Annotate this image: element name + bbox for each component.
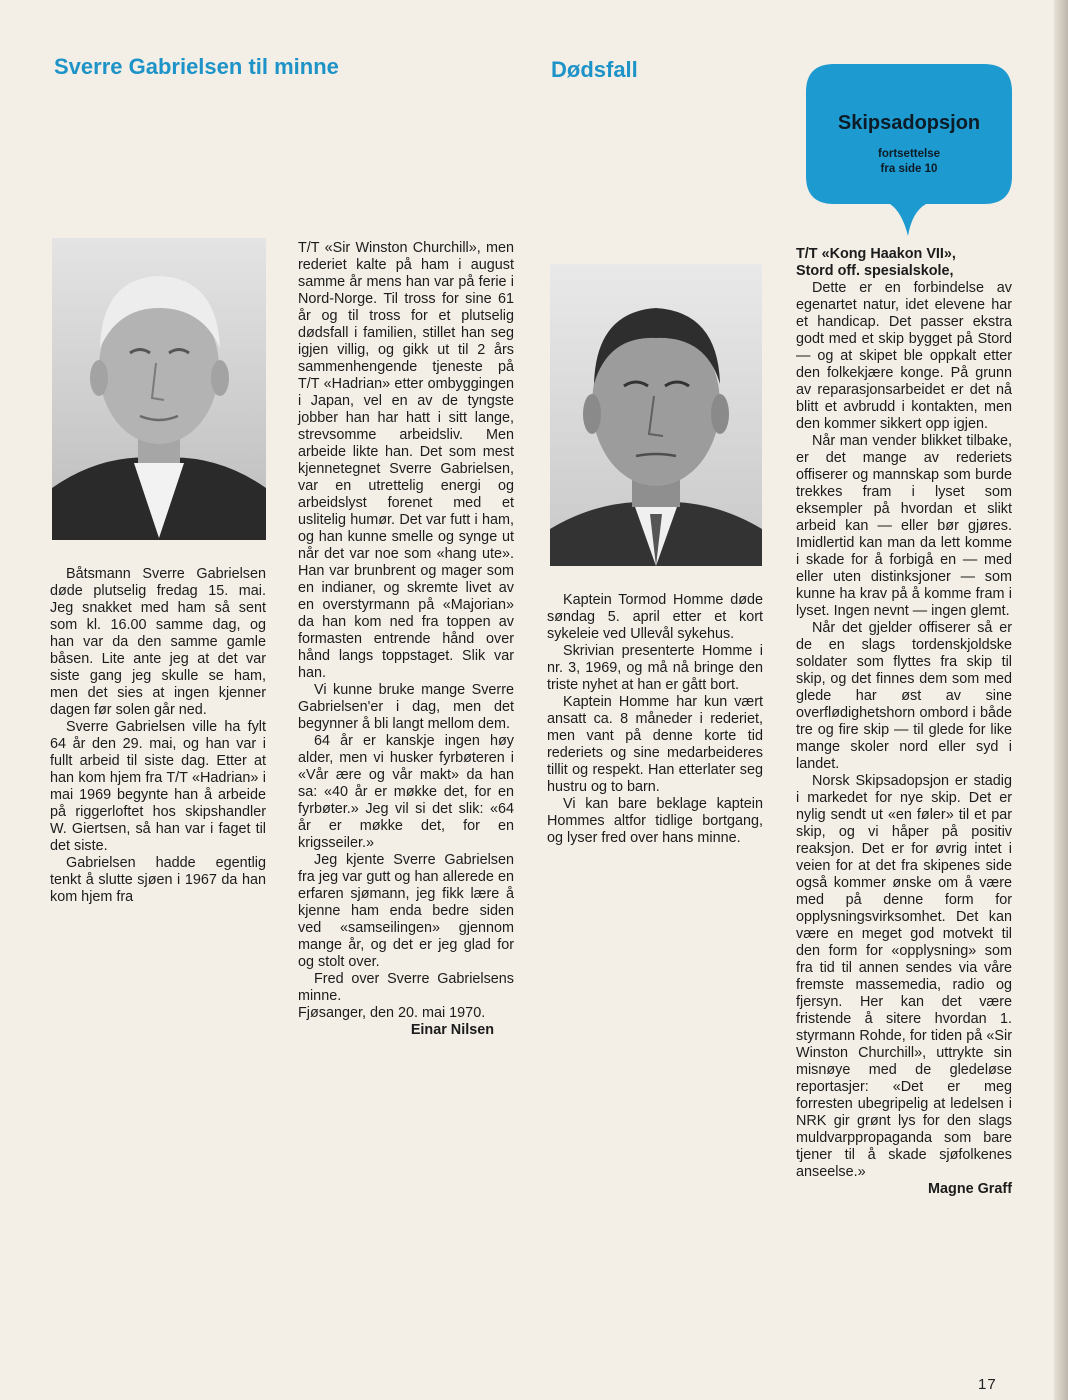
paragraph: Fred over Sverre Gabrielsens minne. xyxy=(298,971,514,1004)
headline-gabrielsen: Sverre Gabrielsen til minne xyxy=(54,54,339,79)
column-skipsadopsjon xyxy=(796,246,1012,1198)
badge-sub-line-2: fra side 10 xyxy=(880,163,938,175)
column-dodsfall xyxy=(547,592,763,847)
badge-title: Skipsadopsjon xyxy=(837,112,981,134)
paragraph: Kaptein Tormod Homme døde søndag 5. april etter et kort sykeleie ved Ullevål sykehus. xyxy=(547,592,763,642)
signature-magne-graff: Magne Graff xyxy=(928,1181,1012,1197)
column-gabrielsen-2 xyxy=(298,240,514,1039)
paragraph: Jeg kjente Sverre Gabrielsen fra jeg var gutt og han allerede en erfaren sjømann, jeg fikk lære å kjenne ham enda bedre siden ved «samseilingen» gjennom mange år, og det er jeg glad for og stolt over. xyxy=(298,852,514,970)
portrait-photo-gabrielsen xyxy=(52,238,266,540)
headline-dodsfall: Dødsfall xyxy=(551,57,638,82)
paragraph: Kaptein Homme har kun vært ansatt ca. 8 måneder i rederiet, men vant på denne korte tid rederiets og sine medarbeideres tillit og respekt. Han etterlater seg hustru og to barn. xyxy=(547,694,763,795)
subhead-school: Stord off. spesialskole, xyxy=(796,263,954,279)
column-gabrielsen-1 xyxy=(50,566,266,906)
portrait-photo-homme xyxy=(550,264,762,566)
paragraph: Skrivian presenterte Homme i nr. 3, 1969, og må nå bringe den triste nyhet at han er gått bort. xyxy=(547,643,763,693)
paragraph: Gabrielsen hadde egentlig tenkt å slutte sjøen i 1967 da han kom hjem fra xyxy=(50,855,266,905)
paragraph: Når man vender blikket tilbake, er det mange av rederiets offiserer og mannskap som burde trekkes fram i lyset som eksempler på hvordan et slikt arbeid kan — eller bør gjøres. Imidlertid kan man da lett komme i skade for å forbigå en — med eller uten distinksjoner — som kunne ha krav på å komme fram i lyset. Ingen nevnt — ingen glemt. xyxy=(796,433,1012,619)
paragraph: Vi kunne bruke mange Sverre Gabrielsen'er i dag, men det begynner å bli langt mellom dem. xyxy=(298,682,514,732)
subhead-ship: T/T «Kong Haakon VII», xyxy=(796,246,956,262)
paragraph: Vi kan bare beklage kaptein Hommes altfor tidlige bortgang, og lyser fred over hans minne. xyxy=(547,796,763,846)
paragraph: Når det gjelder offiserer så er de en slags tordenskjoldske soldater som flyttes fra skip til skip, og det finnes dem som med glede har øst av sine overflødighetshorn ombord i både tre og fire skip — til glede for like mange skoler nord eller syd i landet. xyxy=(796,620,1012,772)
paragraph: 64 år er kanskje ingen høy alder, men vi husker fyrbøteren i «Vår ære og vår makt» da han sa: «40 år er møkke det, for en fyrbøter.» Jeg vil si det slik: «64 år er møkke det, for en krigsseiler.» xyxy=(298,733,514,851)
page-edge-shadow xyxy=(1054,0,1068,1400)
paragraph: Dette er en forbindelse av egenartet natur, idet elevene har et handicap. Det passer ekstra godt med et skip bygget på Stord — og at skipet ble oppkalt etter den folkekjære konge. På grunn av reparasjonsarbeidet er det nå blitt et avbrudd i kontakten, men den kommer sikkert opp igjen. xyxy=(796,280,1012,432)
paragraph: T/T «Sir Winston Churchill», men rederiet kalte på ham i august samme år mens han var på ferie i Nord-Norge. Til tross for sine 61 år og til tross for et plutselig dødsfall i familien, stillet han seg igjen villig, og gikk ut til 2 års sammenhengende tjeneste på T/T «Hadrian» etter ombyggingen i Japan, vel en av de tyngste jobber han har hatt i sitt lange, strevsomme arbeidsliv. Men arbeide likte han. Det som mest kjennetegnet Sverre Gabrielsen, var en utrettelig energi og arbeidslyst forenet med et uslitelig humør. Det var futt i ham, og han kunne smelle og synge ut når det var noe som «hang ute». Han var brunbrent og mager som en indianer, og skremte livet av en overstyrmann på «Majorian» da han kom ned fra toppen av formasten entrende hånd over hånd langs toppstaget. Slik var han. xyxy=(298,240,514,681)
paragraph: Båtsmann Sverre Gabrielsen døde plutselig fredag 15. mai. Jeg snakket med ham så sent som kl. 16.00 samme dag, og han var da den samme gamle båsen. Lite ante jeg at det var siste gang jeg skulle se ham, men det sies at ingen kjenner dagen før solen går ned. xyxy=(50,566,266,718)
badge-sub-line-1: fortsettelse xyxy=(878,148,940,160)
badge-subtitle xyxy=(806,147,1012,177)
signature-einar-nilsen: Einar Nilsen xyxy=(410,1022,494,1038)
place-date: Fjøsanger, den 20. mai 1970. xyxy=(298,1005,486,1021)
paragraph: Sverre Gabrielsen ville ha fylt 64 år den 29. mai, og han var i fullt arbeid til siste dag. Etter at han kom hjem fra T/T «Hadrian» i mai 1969 begynte han å arbeide på riggerloftet hos skipshandler W. Giertsen, så han var i faget til det siste. xyxy=(50,719,266,854)
page-number: 17 xyxy=(978,1376,997,1393)
paragraph: Norsk Skipsadopsjon er stadig i markedet for nye skip. Det er nylig sendt ut «en føler» til et par skip, og vi håper på positiv reaksjon. Det er for øvrig intet i veien for at det fra skipenes side også kommer ønske om å være med på denne form for opplysningsvirksomhet. Det kan være en meget god motvekt til den form for «opplysning» som fra tid til annen sendes via våre fremste massemedia, radio og fjersyn. Her kan det være fristende å sitere hvordan 1. styrmann Rohde, for tiden på «Sir Winston Churchill», uttrykte sin misnøye med de gledeløse reportasjer: «Det er meg forresten ubegripelig at ledelsen i NRK gir grønt lys for den slags muldvarppropaganda som bare tjener til å skade sjøfolkenes anseelse.» xyxy=(796,773,1012,1180)
